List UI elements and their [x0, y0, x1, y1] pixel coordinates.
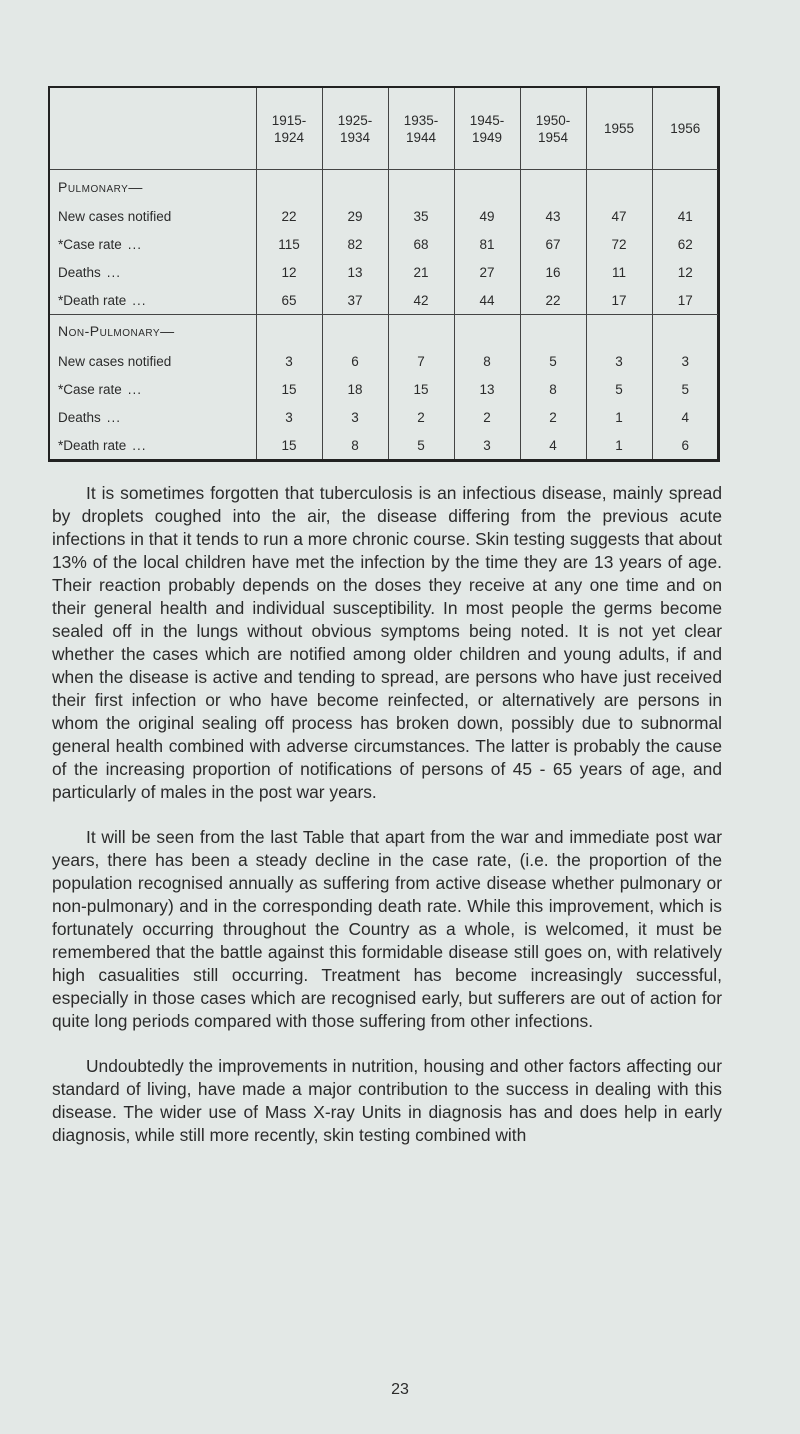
table-cell: 72 — [586, 231, 652, 259]
table-cell: 41 — [652, 203, 718, 231]
empty-cell — [256, 170, 322, 203]
table-cell: 49 — [454, 203, 520, 231]
table-cell: 8 — [322, 431, 388, 459]
header-row — [50, 88, 718, 170]
table-cell: 3 — [256, 348, 322, 376]
empty-cell — [520, 170, 586, 203]
empty-cell — [322, 170, 388, 203]
table-cell: 21 — [388, 258, 454, 286]
row-label: New cases notified — [58, 209, 172, 225]
table-cell: 2 — [520, 403, 586, 431]
table-cell: 35 — [388, 203, 454, 231]
empty-cell — [454, 315, 520, 348]
table-cell: 3 — [322, 403, 388, 431]
row-label-cell — [50, 375, 256, 403]
empty-cell — [454, 170, 520, 203]
leader-dots: ... — [106, 409, 122, 425]
row-label: *Case rate — [58, 381, 122, 397]
row-label-cell — [50, 403, 256, 431]
row-label-cell — [50, 431, 256, 459]
table-cell: 27 — [454, 258, 520, 286]
row-label: *Case rate — [58, 236, 122, 252]
table-row — [50, 348, 718, 376]
table-cell: 82 — [322, 231, 388, 259]
table-cell: 16 — [520, 258, 586, 286]
table-cell: 47 — [586, 203, 652, 231]
table-cell: 7 — [388, 348, 454, 376]
column-header: 1915- 1924 — [256, 88, 322, 170]
table-row — [50, 203, 718, 231]
table-cell: 13 — [454, 375, 520, 403]
leader-dots: ... — [106, 264, 122, 280]
table-cell: 8 — [454, 348, 520, 376]
table-row — [50, 258, 718, 286]
column-header: 1955 — [586, 88, 652, 170]
page-number: 23 — [391, 1381, 409, 1398]
empty-cell — [586, 170, 652, 203]
table-cell: 44 — [454, 286, 520, 314]
section-title: Non-Pulmonary— — [58, 323, 175, 340]
table-cell: 115 — [256, 231, 322, 259]
header-corner — [50, 88, 256, 170]
empty-cell — [388, 315, 454, 348]
data-table — [50, 88, 718, 459]
column-header: 1956 — [652, 88, 718, 170]
table-cell: 67 — [520, 231, 586, 259]
tuberculosis-table — [48, 86, 720, 462]
table-cell: 5 — [388, 431, 454, 459]
table-cell: 29 — [322, 203, 388, 231]
leader-dots: ... — [132, 292, 147, 308]
table-cell: 65 — [256, 286, 322, 314]
table-cell: 12 — [652, 258, 718, 286]
table-cell: 12 — [256, 258, 322, 286]
table-cell: 5 — [520, 348, 586, 376]
table-cell: 2 — [388, 403, 454, 431]
column-header: 1945- 1949 — [454, 88, 520, 170]
row-label: Deaths — [58, 264, 101, 280]
empty-cell — [652, 170, 718, 203]
paragraph: Undoubtedly the improvements in nutrition, housing and other factors affecting our standard of living, have made a major contribution to the success in dealing with this disease. The wider use of Mass X-ray Units in diagnosis has and does help in early diagnosis, while still more recently, skin testing combined with — [52, 1056, 722, 1145]
table-cell: 3 — [454, 431, 520, 459]
row-label-cell — [50, 231, 256, 259]
table-cell: 43 — [520, 203, 586, 231]
table-cell: 15 — [388, 375, 454, 403]
table-cell: 17 — [586, 286, 652, 314]
table-cell: 15 — [256, 431, 322, 459]
column-header: 1950- 1954 — [520, 88, 586, 170]
section-header-row — [50, 315, 718, 348]
table-cell: 18 — [322, 375, 388, 403]
row-label: *Death rate — [58, 437, 127, 453]
table-cell: 3 — [256, 403, 322, 431]
empty-cell — [256, 315, 322, 348]
table-cell: 1 — [586, 431, 652, 459]
row-label: Deaths — [58, 409, 101, 425]
leader-dots: ... — [132, 437, 147, 453]
table-cell: 5 — [586, 375, 652, 403]
table-row — [50, 286, 718, 314]
section-header-row — [50, 170, 718, 203]
table-cell: 3 — [586, 348, 652, 376]
row-label-cell — [50, 286, 256, 314]
table-cell: 17 — [652, 286, 718, 314]
table-cell: 15 — [256, 375, 322, 403]
row-label-cell — [50, 203, 256, 231]
table-row — [50, 231, 718, 259]
table-row — [50, 431, 718, 459]
table-cell: 22 — [520, 286, 586, 314]
column-header: 1925- 1934 — [322, 88, 388, 170]
empty-cell — [652, 315, 718, 348]
table-cell: 4 — [652, 403, 718, 431]
table-row — [50, 403, 718, 431]
table-cell: 6 — [322, 348, 388, 376]
row-label-cell — [50, 348, 256, 376]
table-cell: 2 — [454, 403, 520, 431]
empty-cell — [322, 315, 388, 348]
row-label: *Death rate — [58, 292, 127, 308]
empty-cell — [520, 315, 586, 348]
table-cell: 81 — [454, 231, 520, 259]
body-text — [52, 482, 722, 1169]
table-row — [50, 375, 718, 403]
table-cell: 5 — [652, 375, 718, 403]
section-title: Pulmonary— — [58, 178, 143, 195]
table-cell: 11 — [586, 258, 652, 286]
table-cell: 68 — [388, 231, 454, 259]
empty-cell — [388, 170, 454, 203]
column-header: 1935- 1944 — [388, 88, 454, 170]
table-cell: 8 — [520, 375, 586, 403]
table-cell: 22 — [256, 203, 322, 231]
table-cell: 42 — [388, 286, 454, 314]
table-cell: 62 — [652, 231, 718, 259]
row-label-cell — [50, 258, 256, 286]
table-cell: 37 — [322, 286, 388, 314]
leader-dots: ... — [127, 236, 143, 252]
paragraph: It will be seen from the last Table that apart from the war and immediate post war years, there has been a steady decline in the case rate, (i.e. the proportion of the population recognised annually as suffering from active disease whether pulmonary or non-pulmonary) and in the corresponding death rate. While this improvement, which is fortunately occurring throughout the Country as a whole, is welcomed, it must be remembered that the battle against this formidable disease still goes on, with relatively high casualities still occurring. Treatment has become increasingly successful, especially in those cases which are recognised early, but sufferers are out of action for quite long periods compared with those suffering from other infections. — [52, 827, 722, 1031]
table-cell: 1 — [586, 403, 652, 431]
leader-dots: ... — [127, 381, 143, 397]
table-cell: 3 — [652, 348, 718, 376]
paragraph: It is sometimes forgotten that tuberculosis is an infectious disease, mainly spread by droplets coughed into the air, the disease differing from the previous acute infections in that it tends to run a more chronic course. Skin testing suggests that about 13% of the local children have met the infection by the time they are 13 years of age. Their reaction probably depends on the doses they receive at any one time and on their general health and individual susceptibility. In most people the germs become sealed off in the lungs without obvious symptoms being noted. It is not yet clear whether the cases which are notified among older children and young adults, if and when the disease is active and tending to spread, are persons who have just received their first infection or who have become reinfected, or alternatively are persons in whom the original sealing off process has broken down, possibly due to subnormal general health combined with adverse circumstances. The latter is probably the cause of the increasing proportion of notifications of persons of 45 - 65 years of age, and particularly of males in the post war years. — [52, 483, 722, 802]
table-cell: 6 — [652, 431, 718, 459]
table-cell: 13 — [322, 258, 388, 286]
empty-cell — [586, 315, 652, 348]
table-cell: 4 — [520, 431, 586, 459]
row-label: New cases notified — [58, 354, 172, 370]
